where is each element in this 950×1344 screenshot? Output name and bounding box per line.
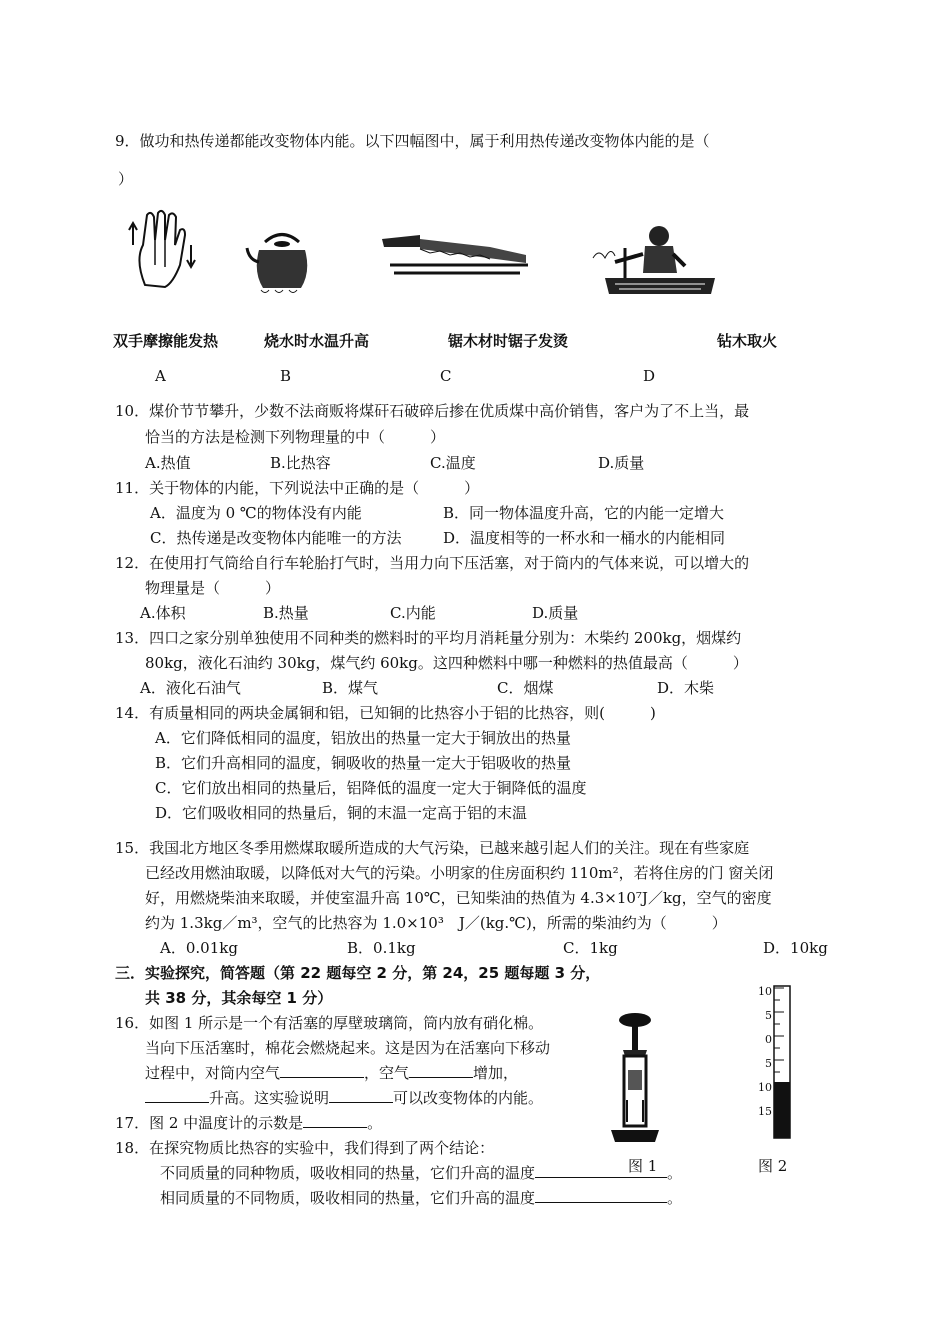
q14-stem: 14．有质量相同的两块金属铜和铝，已知铜的比热容小于铝的比热容，则( ) [115,704,656,722]
piston-cylinder-figure [605,1010,665,1150]
q18-conclusion-2-text: 相同质量的不同物质，吸收相同的热量，它们升高的温度 [160,1189,536,1207]
q10-option-d: D.质量 [598,454,645,472]
q12-option-a: A.体积 [140,604,186,622]
q16-line3 [145,1062,518,1083]
q18-conclusion-1 [160,1162,682,1183]
thermometer-tick-label: 5 [765,1009,772,1022]
thermometer-tick-label: 10 [758,985,772,998]
q16-line3-text-c: 增加， [473,1064,519,1082]
thermometer-tick-label: 5 [765,1057,772,1070]
hands-rubbing-picture [125,205,200,290]
q14-option-b: B．它们升高相同的温度，铜吸收的热量一定大于铝吸收的热量 [155,754,572,772]
q14-option-c: C．它们放出相同的热量后，铝降低的温度一定大于铜降低的温度 [155,779,587,797]
thermometer-scale [748,980,772,1124]
section3-heading-line2: 共 38 分，其余每空 1 分） [145,989,333,1007]
q15-line2: 已经改用燃油取暖，以降低对大气的污染。小明家的住房面积约 110m²，若将住房的门 窗关闭 [145,864,774,882]
q10-stem-line2: 恰当的方法是检测下列物理量的中（ ） [145,428,446,446]
q15-line3: 好，用燃烧柴油来取暖，并使室温升高 10℃，已知柴油的热值为 4.3×10⁷J／kg，空气的密度 [145,889,772,907]
q16-blank-4[interactable] [329,1088,393,1103]
q15-line1: 15．我国北方地区冬季用燃煤取暖所造成的大气污染，已越来越引起人们的关注。现在有些家庭 [115,839,750,857]
thermometer-tick-label: 0 [765,1033,772,1046]
q9-letter-c: C [440,367,452,385]
thermometer-tick-label: 10 [758,1081,772,1094]
q16-blank-1[interactable] [280,1063,364,1078]
q9-stem: 9．做功和热传递都能改变物体内能。以下四幅图中，属于利用热传递改变物体内能的是（ [115,132,710,150]
q9-letter-d: D [643,367,656,385]
q14-option-d: D．它们吸收相同的热量后，铜的末温一定高于铝的末温 [155,804,528,822]
q13-option-c: C．烟煤 [497,679,554,697]
q9-stem-end: ） [118,170,134,188]
q15-option-d: D．10kg [763,939,828,957]
q10-option-c: C.温度 [430,454,476,472]
q13-stem-line1: 13．四口之家分别单独使用不同种类的燃料时的平均月消耗量分别为：木柴约 200kg，烟煤约 [115,629,742,647]
q9-caption-c: 锯木材时锯子发烫 [448,332,569,350]
q9-caption-b: 烧水时水温升高 [264,332,370,350]
q16-blank-3[interactable] [145,1088,209,1103]
q12-option-d: D.质量 [532,604,579,622]
q16-blank-2[interactable] [409,1063,473,1078]
q13-option-d: D．木柴 [657,679,715,697]
thermometer-tick-label: 15 [758,1105,772,1118]
q11-stem: 11．关于物体的内能，下列说法中正确的是（ ） [115,479,480,497]
kettle-picture [245,222,320,297]
q11-option-d: D．温度相等的一杯水和一桶水的内能相同 [443,529,726,547]
figure-2-label: 图 2 [758,1157,788,1175]
q13-option-a: A．液化石油气 [140,679,241,697]
q13-option-b: B．煤气 [322,679,379,697]
q15-option-c: C．1kg [563,939,618,957]
q11-option-a: A．温度为 0 ℃的物体没有内能 [150,504,362,522]
q18-stem: 18．在探究物质比热容的实验中，我们得到了两个结论： [115,1139,495,1157]
drill-wood-fire-picture [585,218,720,298]
q11-option-b: B．同一物体温度升高，它的内能一定增大 [443,504,725,522]
section3-heading-line1: 三．实验探究，简答题（第 22 题每空 2 分，第 24，25 题每题 3 分， [115,964,601,982]
q18-conclusion-1-text: 不同质量的同种物质，吸收相同的热量，它们升高的温度 [160,1164,536,1182]
q18-end-2: 。 [667,1189,683,1207]
q16-line2: 当向下压活塞时，棉花会燃烧起来。这是因为在活塞向下移动 [145,1039,551,1057]
q9-caption-d: 钻木取火 [717,332,778,350]
q9-letter-a: A [155,367,166,385]
q15-option-a: A．0.01kg [160,939,238,957]
q17-text: 17．图 2 中温度计的示数是 [115,1114,304,1132]
q16-line4-text-b: 可以改变物体的内能。 [393,1089,544,1107]
q16-line3-text-b: ，空气 [364,1064,410,1082]
q14-option-a: A．它们降低相同的温度，铝放出的热量一定大于铜放出的热量 [155,729,571,747]
q10-option-a: A.热值 [145,454,191,472]
q10-stem-line1: 10．煤价节节攀升，少数不法商贩将煤矸石破碎后掺在优质煤中高价销售，客户为了不上当，最 [115,402,750,420]
q11-option-c: C．热传递是改变物体内能唯一的方法 [150,529,402,547]
q15-option-b: B．0.1kg [347,939,416,957]
q16-line4 [145,1087,543,1108]
q13-stem-line2: 80kg，液化石油约 30kg，煤气约 60kg。这四种燃料中哪一种燃料的热值最高（ ） [145,654,748,672]
q17-end: 。 [367,1114,383,1132]
q17-blank[interactable] [303,1113,367,1128]
saw-picture [380,225,530,280]
q15-line4: 约为 1.3kg／m³，空气的比热容为 1.0×10³ J／(kg.℃)，所需的柴油约为（ ） [145,914,727,932]
q9-letter-b: B [280,367,292,385]
figure-1-label: 图 1 [628,1157,658,1175]
q12-option-c: C.内能 [390,604,436,622]
q16-line3-text-a: 过程中，对筒内空气 [145,1064,281,1082]
q12-stem-line2: 物理量是（ ） [145,579,281,597]
q17-line [115,1112,382,1133]
q12-stem-line1: 12．在使用打气筒给自行车轮胎打气时，当用力向下压活塞，对于筒内的气体来说，可以增大的 [115,554,750,572]
q18-conclusion-2 [160,1187,682,1208]
q12-option-b: B.热量 [263,604,309,622]
q16-line1: 16．如图 1 所示是一个有活塞的厚壁玻璃筒，筒内放有硝化棉。 [115,1014,544,1032]
q18-blank-2[interactable] [535,1188,667,1203]
q9-caption-a: 双手摩擦能发热 [113,332,219,350]
q18-end-1: 。 [667,1164,683,1182]
q16-line4-text-a: 升高。这实验说明 [209,1089,330,1107]
q10-option-b: B.比热容 [270,454,331,472]
